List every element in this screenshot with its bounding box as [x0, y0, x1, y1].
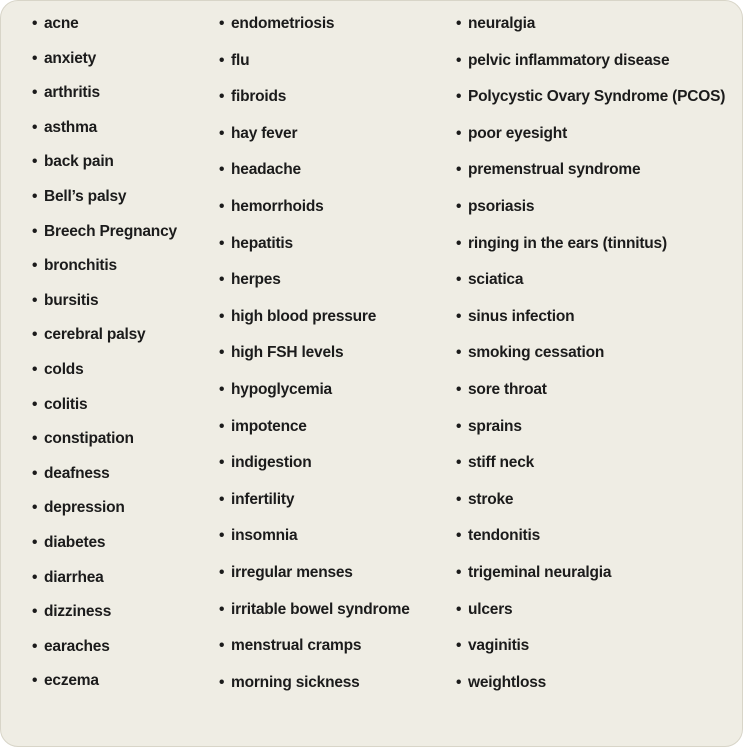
condition-list-item: • diabetes — [32, 530, 177, 565]
condition-list-item: • trigeminal neuralgia — [456, 560, 725, 597]
condition-list-item: • premenstrual syndrome — [456, 157, 725, 194]
condition-list-item: • depression — [32, 495, 177, 530]
condition-list-item: • sinus infection — [456, 304, 725, 341]
condition-list-item: • Breech Pregnancy — [32, 219, 177, 254]
conditions-column-3 — [456, 11, 725, 706]
condition-list-item: • acne — [32, 11, 177, 46]
conditions-column-1 — [32, 11, 177, 703]
condition-list-item: • weightloss — [456, 670, 725, 707]
condition-list-item: • cerebral palsy — [32, 322, 177, 357]
condition-list-item: • pelvic inflammatory disease — [456, 48, 725, 85]
condition-list-item: • hepatitis — [219, 231, 410, 268]
condition-list-item: • ringing in the ears (tinnitus) — [456, 231, 725, 268]
condition-list-item: • bronchitis — [32, 253, 177, 288]
condition-list-item: • indigestion — [219, 450, 410, 487]
condition-list-item: • Bell’s palsy — [32, 184, 177, 219]
condition-list-item: • infertility — [219, 487, 410, 524]
condition-list-item: • endometriosis — [219, 11, 410, 48]
condition-list-item: • hypoglycemia — [219, 377, 410, 414]
condition-list-item: • colitis — [32, 392, 177, 427]
condition-list-item: • asthma — [32, 115, 177, 150]
condition-list-item: • vaginitis — [456, 633, 725, 670]
condition-list-item: • headache — [219, 157, 410, 194]
condition-list-item: • sprains — [456, 414, 725, 451]
condition-list-item: • sore throat — [456, 377, 725, 414]
condition-list-item: • deafness — [32, 461, 177, 496]
condition-list-item: • neuralgia — [456, 11, 725, 48]
condition-list-item: • hay fever — [219, 121, 410, 158]
condition-list-item: • morning sickness — [219, 670, 410, 707]
condition-list-item: • fibroids — [219, 84, 410, 121]
condition-list-item: • ulcers — [456, 597, 725, 634]
condition-list-item: • bursitis — [32, 288, 177, 323]
condition-list-item: • irregular menses — [219, 560, 410, 597]
condition-list-item: • back pain — [32, 149, 177, 184]
condition-list-item: • Polycystic Ovary Syndrome (PCOS) — [456, 84, 725, 121]
condition-list-item: • hemorrhoids — [219, 194, 410, 231]
condition-list-item: • high blood pressure — [219, 304, 410, 341]
condition-list-item: • dizziness — [32, 599, 177, 634]
condition-list-item: • sciatica — [456, 267, 725, 304]
condition-list-item: • arthritis — [32, 80, 177, 115]
condition-list-item: • poor eyesight — [456, 121, 725, 158]
condition-list-item: • psoriasis — [456, 194, 725, 231]
condition-list-item: • irritable bowel syndrome — [219, 597, 410, 634]
condition-list-item: • high FSH levels — [219, 340, 410, 377]
condition-list-item: • impotence — [219, 414, 410, 451]
condition-list-item: • colds — [32, 357, 177, 392]
condition-list-item: • flu — [219, 48, 410, 85]
condition-list-item: • insomnia — [219, 523, 410, 560]
condition-list-item: • smoking cessation — [456, 340, 725, 377]
condition-list-item: • tendonitis — [456, 523, 725, 560]
condition-list-item: • eczema — [32, 668, 177, 703]
condition-list-item: • stroke — [456, 487, 725, 524]
condition-list-item: • herpes — [219, 267, 410, 304]
condition-list-item: • menstrual cramps — [219, 633, 410, 670]
condition-list-item: • diarrhea — [32, 565, 177, 600]
condition-list-item: • anxiety — [32, 46, 177, 81]
condition-list-item: • stiff neck — [456, 450, 725, 487]
condition-list-item: • earaches — [32, 634, 177, 669]
condition-list-item: • constipation — [32, 426, 177, 461]
conditions-column-2 — [219, 11, 410, 706]
